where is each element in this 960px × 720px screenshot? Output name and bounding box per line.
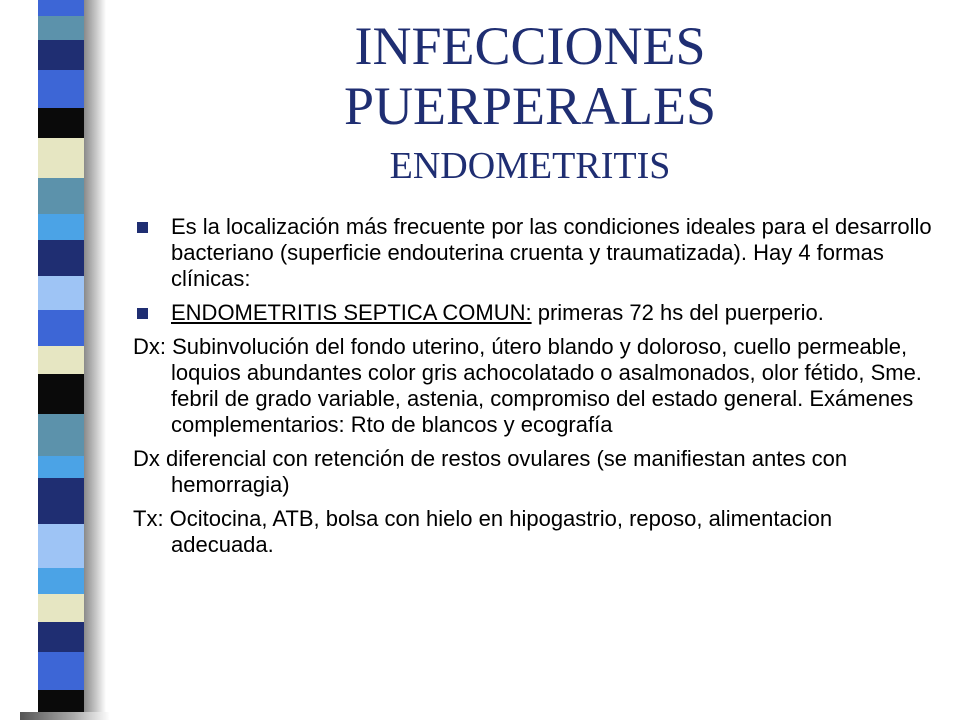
stripe-shadow [84, 0, 106, 720]
paragraph-dx: Dx: Subinvolución del fondo uterino, útero blando y doloroso, cuello permeable, loquios abundantes color gris achocolatado o asalmonados, olor fétido, Sme. febril de grado variable, astenia, compromiso del estado general. Exámenes complementarios: Rto de blancos y ecografía [133, 334, 922, 437]
bullet-text: Es la localización más frecuente por las condiciones ideales para el desarrollo bacteriano (superficie endouterina cruenta y traumatizada). Hay 4 formas clínicas: [171, 214, 932, 291]
title-line-2: PUERPERALES [343, 76, 717, 136]
bullet-underlined-term: ENDOMETRITIS SEPTICA COMUN: [171, 300, 532, 325]
paragraph-tx: Tx: Ocitocina, ATB, bolsa con hielo en hipogastrio, reposo, alimentacion adecuada. [133, 506, 833, 557]
paragraph-dx-diferencial: Dx diferencial con retención de restos ovulares (se manifiestan antes con hemorragia) [133, 446, 848, 497]
title-subtitle: ENDOMETRITIS [389, 145, 671, 187]
slide-body [133, 214, 933, 566]
square-bullet-icon [137, 308, 148, 319]
bullet-item-endometritis-septica [133, 300, 933, 326]
title-line-1: INFECCIONES [354, 16, 706, 76]
decorative-stripe [38, 0, 84, 720]
bullet-text: primeras 72 hs del puerperio. [531, 300, 824, 325]
bullet-item-localizacion [133, 214, 933, 292]
slide-title [220, 16, 840, 192]
stripe-base-shadow [20, 712, 110, 720]
square-bullet-icon [137, 222, 148, 233]
